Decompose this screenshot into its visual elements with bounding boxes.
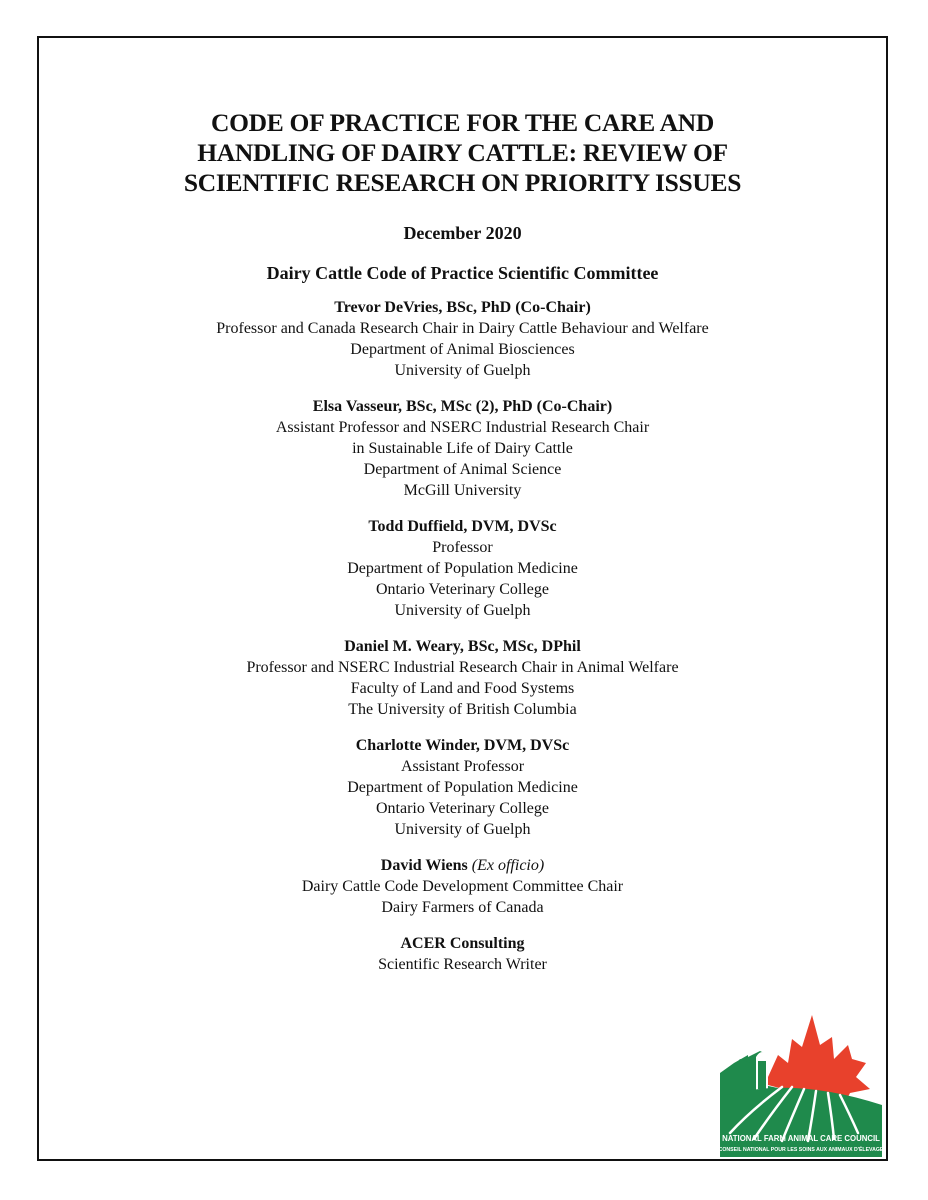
member-affiliation: Assistant Professor <box>400 758 525 775</box>
member-affiliation: Dairy Cattle Code Development Committee Chair <box>301 878 624 895</box>
member-name: ACER Consulting <box>400 935 525 952</box>
member-affiliation: Ontario Veterinary College <box>376 800 549 817</box>
title-line: SCIENTIFIC RESEARCH ON PRIORITY ISSUES <box>183 168 742 197</box>
member-affiliation: Professor and NSERC Industrial Research Chair in Animal Welfare <box>246 659 679 676</box>
document-body <box>40 108 885 990</box>
title-line: HANDLING OF DAIRY CATTLE: REVIEW OF <box>197 138 728 167</box>
committee-heading: Dairy Cattle Code of Practice Scientific Committee <box>266 263 659 283</box>
member-affiliation: Department of Population Medicine <box>347 779 578 796</box>
member-entry <box>40 735 885 840</box>
member-list <box>40 297 885 975</box>
member-entry <box>40 297 885 381</box>
member-entry <box>40 636 885 720</box>
member-entry <box>40 396 885 501</box>
member-name-text: David Wiens <box>380 857 468 874</box>
member-affiliation: Dairy Farmers of Canada <box>381 899 544 916</box>
member-affiliation: Department of Animal Science <box>363 461 562 478</box>
member-affiliation: University of Guelph <box>394 821 531 838</box>
member-affiliation: University of Guelph <box>394 602 531 619</box>
nfacc-logo-icon <box>720 1015 882 1157</box>
document-title <box>40 108 885 198</box>
member-name: Charlotte Winder, DVM, DVSc <box>355 737 570 754</box>
title-line: CODE OF PRACTICE FOR THE CARE AND <box>211 108 714 137</box>
member-name-suffix: (Ex officio) <box>471 857 545 874</box>
member-affiliation: Scientific Research Writer <box>378 956 547 973</box>
member-affiliation: University of Guelph <box>394 362 531 379</box>
member-affiliation: Faculty of Land and Food Systems <box>350 680 575 697</box>
member-name: Trevor DeVries, BSc, PhD (Co-Chair) <box>334 299 591 316</box>
member-affiliation: in Sustainable Life of Dairy Cattle <box>352 440 573 457</box>
member-affiliation: Assistant Professor and NSERC Industrial Research Chair <box>275 419 650 436</box>
member-affiliation: The University of British Columbia <box>348 701 577 718</box>
member-name <box>40 855 885 876</box>
member-affiliation: Professor and Canada Research Chair in Dairy Cattle Behaviour and Welfare <box>216 320 709 337</box>
member-affiliation: Department of Animal Biosciences <box>350 341 575 358</box>
logo-line-1: NATIONAL FARM ANIMAL CARE COUNCIL <box>722 1134 880 1143</box>
member-name: Elsa Vasseur, BSc, MSc (2), PhD (Co-Chair) <box>312 398 613 415</box>
member-affiliation: Ontario Veterinary College <box>376 581 549 598</box>
member-entry <box>40 933 885 975</box>
member-affiliation: McGill University <box>403 482 522 499</box>
document-date: December 2020 <box>403 223 522 243</box>
logo-line-2: CONSEIL NATIONAL POUR LES SOINS AUX ANIMAUX D'ÉLEVAGE <box>720 1147 882 1153</box>
member-entry <box>40 855 885 918</box>
member-name: Todd Duffield, DVM, DVSc <box>368 518 557 535</box>
member-affiliation: Department of Population Medicine <box>347 560 578 577</box>
member-affiliation: Professor <box>432 539 493 556</box>
member-entry <box>40 516 885 621</box>
member-name: Daniel M. Weary, BSc, MSc, DPhil <box>344 638 581 655</box>
